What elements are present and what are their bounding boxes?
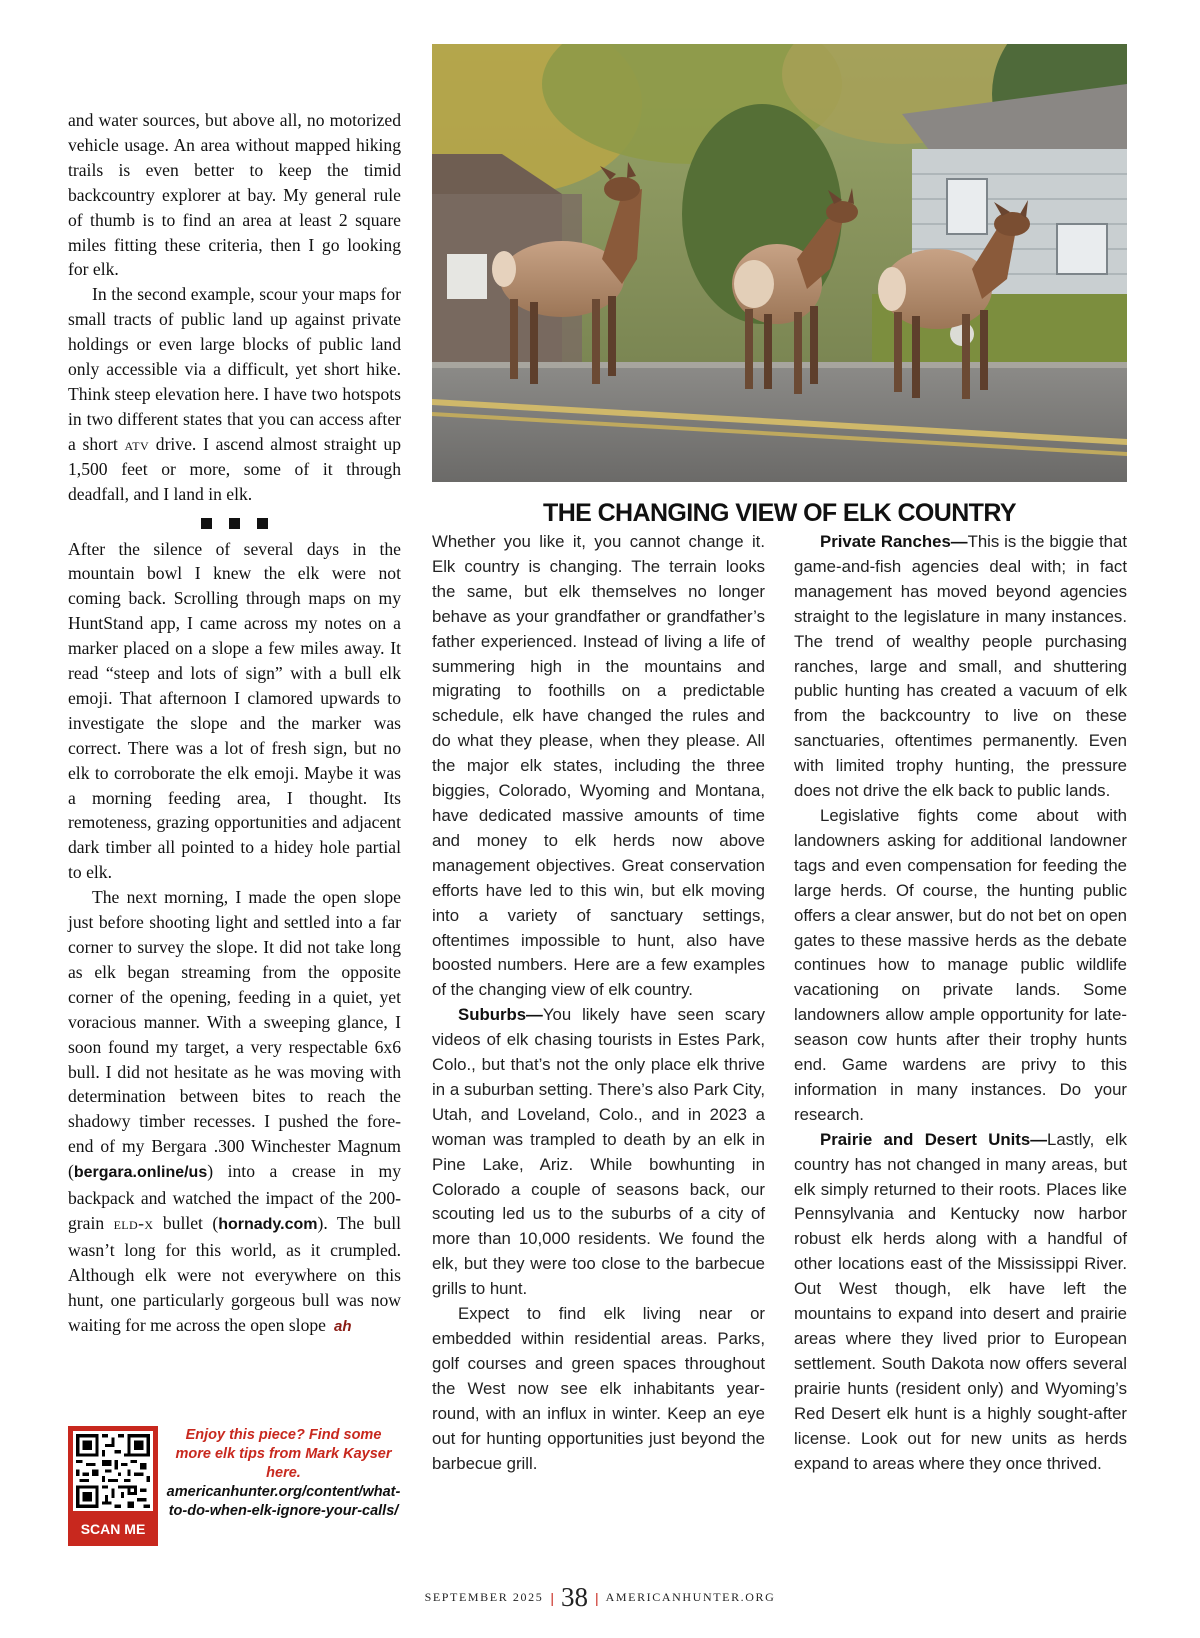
atv-abbrev: atv [124, 433, 150, 454]
right-paragraph-3: Prairie and Desert Units—Lastly, elk country has not changed in many areas, but elk simply returned to their roots. Places like Pennsylvania and Kentucky now harbor robust elk herds along with a handful of other locations east of the Mississippi River. Out West though, elk have left the mountains to expand into desert and prairie areas where they lived prior to European settlement. South Dakota now offers several prairie hunts (resident only) and Wyoming’s Red Desert elk hunt is a highly sought-after license. Look out for new units as herds expand to areas where they once thrived. [794, 1129, 1127, 1473]
elk-on-road-photo [432, 44, 1127, 482]
issue-date: SEPTEMBER 2025 [424, 1590, 544, 1604]
middle-paragraph-3: Expect to find elk living near or embedded within residential areas. Parks, golf courses and green spaces throughout the West now see elk inhabitants year-round, with an influx in winter. Keep an eye out for hunting opportunities just beyond the barbecue grill. [432, 1304, 765, 1473]
left-paragraph-4: The next morning, I made the open slope just before shooting light and settled into a far corner to survey the slope. It did not take long as elk began streaming from the opposite corner of the opening, feeding in a quiet, yet voracious manner. With a sweeping glance, I soon found my target, a very respectable 6x6 bull. I did not hesitate as he was moving with determination between bites to reach the shadowy timber recesses. I pushed the fore-end of my Bergara .300 Winchester Magnum (bergara.online/us) into a crease in my backpack and watched the impact of the 200-grain eld-x bullet (hornady.com). The bull wasn’t long for this world, as it crumpled. Although elk were not everywhere on this hunt, one particularly gorgeous bull was now waiting for me across the open slope ah [68, 887, 401, 1335]
hornady-link[interactable]: hornady.com [218, 1215, 318, 1233]
right-paragraph-2: Legislative fights come about with landowners asking for additional landowner tags and even compensation for feeding the large herds. Of course, the hunting public offers a clear answer, but do not bet on open gates to these massive herds as the debate continues how to manage public wildlife vacationing on private lands. Some landowners allow ample opportunity for late-season cow hunts after their trophy hunts end. Game wardens are privy to this information in many instances. Do your research. [794, 805, 1127, 1124]
article-left-column [68, 108, 401, 1340]
qr-promo[interactable] [68, 1426, 401, 1546]
left-paragraph-1: and water sources, but above all, no motorized vehicle usage. An area without mapped hiking trails is even better to keep the timid backcountry explorer at bay. My general rule of thumb is to find an area at least 2 square miles fitting these criteria, then I go looking for elk. [68, 110, 401, 280]
qr-code-icon [73, 1431, 153, 1511]
page-footer: SEPTEMBER 2025 | 38 | AMERICANHUNTER.ORG [424, 1582, 776, 1612]
left-paragraph-3: After the silence of several days in the mountain bowl I knew the elk were not coming back. Scrolling through maps on my HuntStand app, I came across my notes on a marker placed on a slope a few miles away. It read “steep and lots of sign” with a bull elk emoji. That afternoon I clamored upwards to investigate the slope and the marker was correct. There was a lot of fresh sign, but no elk to corroborate the elk emoji. Maybe it was a morning feeding area, I thought. Its remoteness, grazing opportunities and adjacent dark timber all pointed to a hidey hole partial to elk. [68, 538, 401, 883]
right-paragraph-1: Private Ranches—This is the biggie that game-and-fish agencies deal with; in fact management has moved beyond agencies straight to the legislature in many instances. The trend of wealthy people purchasing ranches, large and small, and shuttering public hunting has created a vacuum of elk from the backcountry to live on these sanctuaries, oftentimes permanently. Even with limited trophy hunting, the pressure does not drive the elk back to public lands. [794, 532, 1127, 801]
prairie-desert-lead: Prairie and Desert Units— [820, 1129, 1047, 1149]
promo-headline: Enjoy this piece? Find some more elk tips from Mark Kayser here. [175, 1427, 392, 1481]
article-right-column [794, 530, 1127, 1476]
promo-text [166, 1426, 401, 1521]
suburbs-lead: Suburbs— [458, 1005, 543, 1025]
scan-me-label: SCAN ME [80, 1521, 146, 1537]
middle-paragraph-1: Whether you like it, you cannot change it. Elk country is changing. The terrain looks the same, but elk themselves no longer behave as your grandfather or grandfather’s father experienced. Instead of living a life of summering high in the mountains and migrating to foothills on a predictable schedule, elk have changed the rules and do what they please, when they please. All the major elk states, including the three biggies, Colorado, Wyoming and Montana, have dedicated massive amounts of time and money to elk herds now above management objectives. Great conservation efforts have led to this win, but elk moving into a variety of sanctuary settings, oftentimes impossible to hunt, also have boosted numbers. Here are a few examples of the changing view of elk country. [432, 532, 765, 1000]
bergara-link[interactable]: bergara.online/us [73, 1164, 208, 1182]
end-mark-logo: ah [333, 1317, 352, 1335]
site-url: AMERICANHUNTER.ORG [605, 1590, 776, 1604]
promo-url-link[interactable]: americanhunter.org/content/what-to-do-when-elk-ignore-your-calls/ [166, 1484, 401, 1519]
article-middle-column [432, 530, 765, 1476]
private-ranches-lead: Private Ranches— [820, 532, 968, 551]
eldx-abbrev: eld-x [113, 1212, 154, 1233]
page-number: 38 [560, 1582, 588, 1612]
section-divider [68, 517, 401, 531]
left-paragraph-2: In the second example, scour your maps for small tracts of public land up against private holdings or even large blocks of public land only accessible via a difficult, yet short hike. Think steep elevation here. I have two hotspots in two different states that you can access after a short atv drive. I ascend almost straight up 1,500 feet or more, some of it through deadfall, and I land in elk. [68, 284, 402, 504]
section-headline: THE CHANGING VIEW OF ELK COUNTRY [543, 499, 1016, 527]
qr-code-box[interactable] [68, 1426, 158, 1546]
middle-paragraph-2: Suburbs—You likely have seen scary videos of elk chasing tourists in Estes Park, Colo., but that’s not the only place elk thrive in a suburban setting. There’s also Park City, Utah, and Loveland, Colo., and in 2023 a woman was trampled to death by an elk in Pine Lake, Ariz. While bowhunting in Colorado a couple of seasons back, our scouting led us to the suburbs of a city of more than 10,000 residents. We found the elk, but they were too close to the barbecue grills to hunt. [432, 1005, 765, 1299]
